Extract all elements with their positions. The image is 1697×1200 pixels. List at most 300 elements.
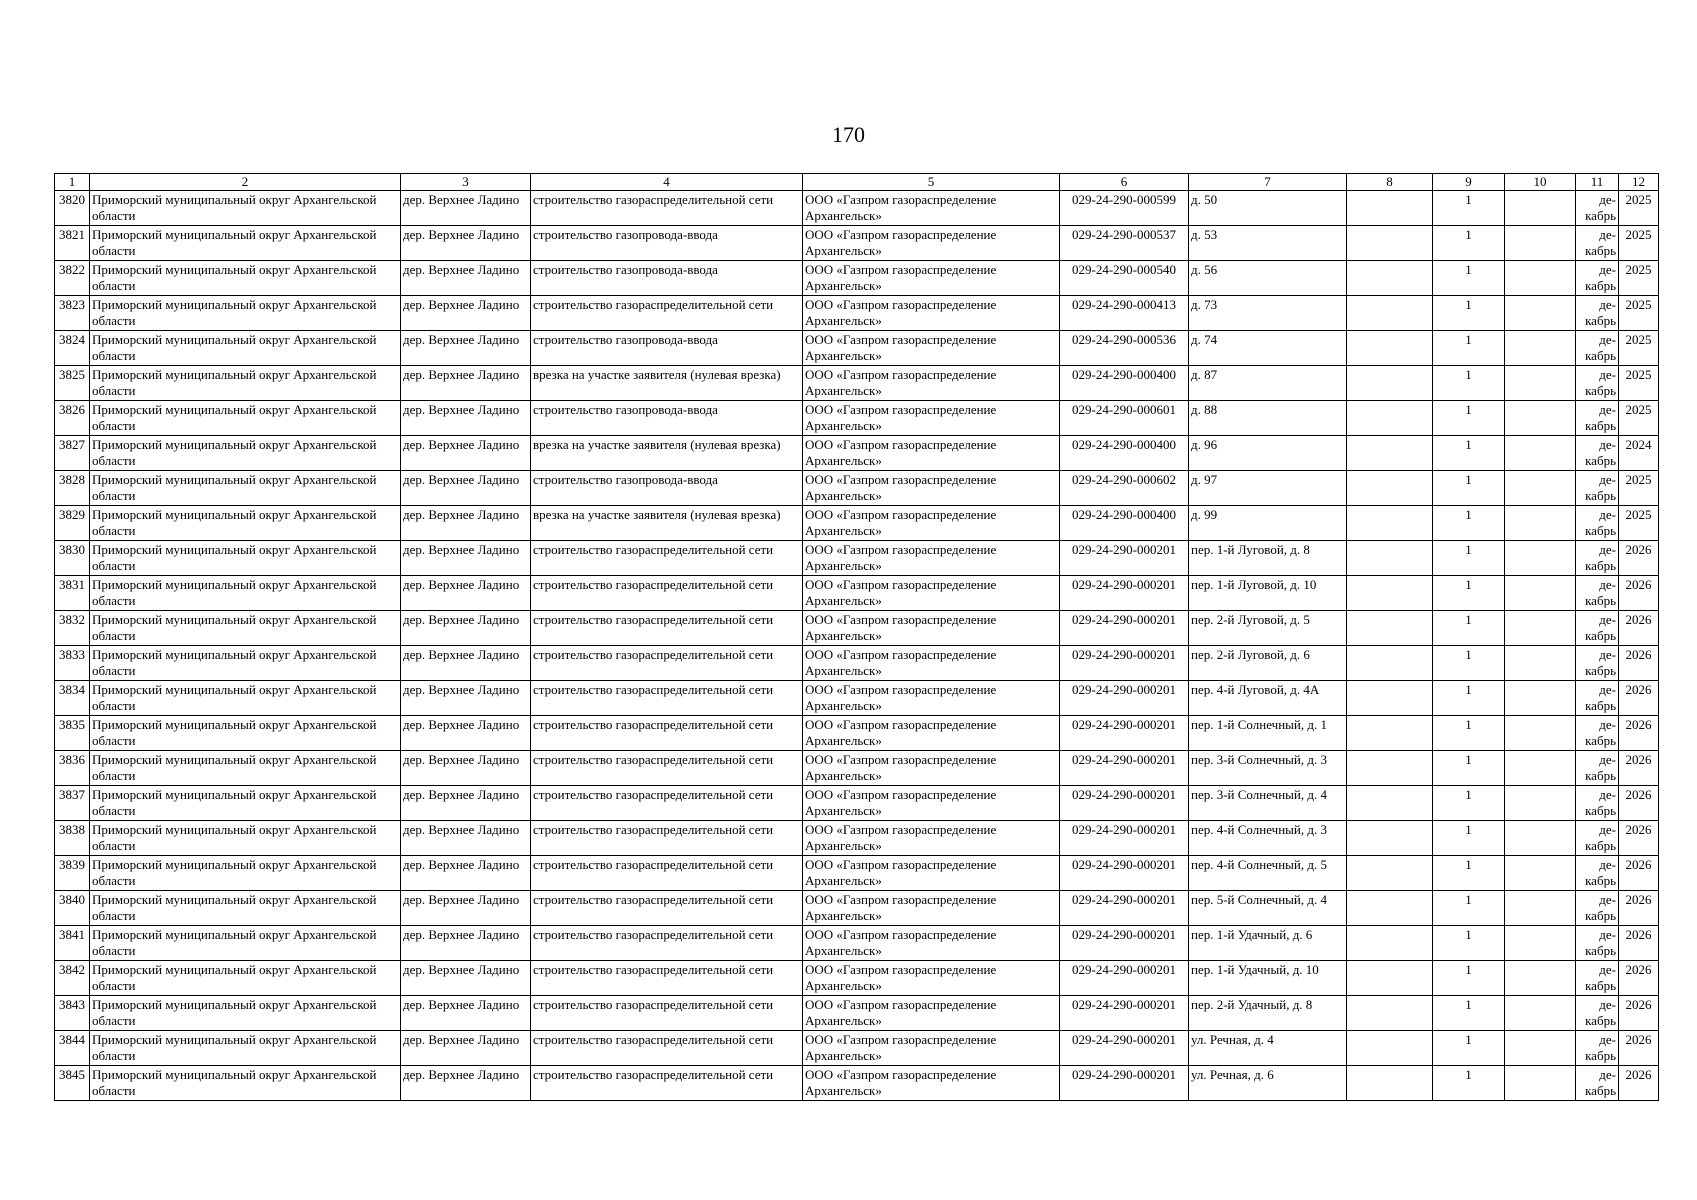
cell-settlement: дер. Верхнее Ладино (401, 611, 531, 646)
cell-count: 1 (1433, 261, 1505, 296)
cell-code: 029-24-290-000400 (1060, 436, 1189, 471)
cell-work-type: строительство газораспределительной сети (531, 996, 803, 1031)
cell-address: д. 56 (1189, 261, 1347, 296)
cell-code: 029-24-290-000201 (1060, 751, 1189, 786)
cell-month: де-кабрь (1576, 821, 1619, 856)
cell-municipality: Приморский муниципальный округ Архангельской области (90, 331, 401, 366)
cell-month: де-кабрь (1576, 541, 1619, 576)
cell-settlement: дер. Верхнее Ладино (401, 751, 531, 786)
cell-code: 029-24-290-000201 (1060, 716, 1189, 751)
cell-municipality: Приморский муниципальный округ Архангельской области (90, 821, 401, 856)
cell-row-number: 3840 (55, 891, 90, 926)
cell-code: 029-24-290-000201 (1060, 1031, 1189, 1066)
cell-year: 2026 (1619, 611, 1659, 646)
cell-operator: ООО «Газпром газораспределение Архангельск» (803, 506, 1060, 541)
cell-col-8 (1347, 821, 1433, 856)
cell-code: 029-24-290-000201 (1060, 891, 1189, 926)
table-row (55, 926, 1659, 961)
cell-count: 1 (1433, 1031, 1505, 1066)
table-body (55, 174, 1659, 1101)
table-row (55, 576, 1659, 611)
cell-count: 1 (1433, 191, 1505, 226)
cell-count: 1 (1433, 1066, 1505, 1101)
cell-year: 2024 (1619, 436, 1659, 471)
cell-row-number: 3842 (55, 961, 90, 996)
cell-month: де-кабрь (1576, 331, 1619, 366)
cell-year: 2025 (1619, 366, 1659, 401)
table-row (55, 261, 1659, 296)
cell-row-number: 3826 (55, 401, 90, 436)
cell-count: 1 (1433, 331, 1505, 366)
cell-year: 2025 (1619, 471, 1659, 506)
cell-operator: ООО «Газпром газораспределение Архангельск» (803, 366, 1060, 401)
cell-col-10 (1505, 611, 1576, 646)
column-number-row (55, 174, 1659, 191)
cell-address: д. 50 (1189, 191, 1347, 226)
cell-year: 2026 (1619, 751, 1659, 786)
cell-operator: ООО «Газпром газораспределение Архангельск» (803, 436, 1060, 471)
table-row (55, 611, 1659, 646)
cell-col-10 (1505, 996, 1576, 1031)
column-header: 12 (1619, 174, 1659, 191)
cell-settlement: дер. Верхнее Ладино (401, 646, 531, 681)
cell-year: 2026 (1619, 996, 1659, 1031)
table-row (55, 296, 1659, 331)
cell-work-type: строительство газораспределительной сети (531, 296, 803, 331)
cell-year: 2025 (1619, 401, 1659, 436)
cell-operator: ООО «Газпром газораспределение Архангельск» (803, 681, 1060, 716)
cell-row-number: 3825 (55, 366, 90, 401)
cell-col-8 (1347, 856, 1433, 891)
cell-settlement: дер. Верхнее Ладино (401, 821, 531, 856)
cell-col-10 (1505, 366, 1576, 401)
cell-count: 1 (1433, 716, 1505, 751)
cell-settlement: дер. Верхнее Ладино (401, 786, 531, 821)
table-row (55, 891, 1659, 926)
cell-count: 1 (1433, 366, 1505, 401)
cell-work-type: строительство газопровода-ввода (531, 226, 803, 261)
table-row (55, 366, 1659, 401)
column-header: 6 (1060, 174, 1189, 191)
cell-col-8 (1347, 576, 1433, 611)
cell-code: 029-24-290-000400 (1060, 506, 1189, 541)
cell-col-8 (1347, 996, 1433, 1031)
cell-operator: ООО «Газпром газораспределение Архангельск» (803, 611, 1060, 646)
cell-month: де-кабрь (1576, 611, 1619, 646)
cell-col-10 (1505, 541, 1576, 576)
cell-operator: ООО «Газпром газораспределение Архангельск» (803, 821, 1060, 856)
cell-col-8 (1347, 646, 1433, 681)
cell-address: ул. Речная, д. 4 (1189, 1031, 1347, 1066)
cell-work-type: строительство газораспределительной сети (531, 926, 803, 961)
cell-address: пер. 2-й Луговой, д. 6 (1189, 646, 1347, 681)
cell-row-number: 3836 (55, 751, 90, 786)
cell-month: де-кабрь (1576, 506, 1619, 541)
cell-row-number: 3822 (55, 261, 90, 296)
table-row (55, 401, 1659, 436)
cell-work-type: строительство газораспределительной сети (531, 681, 803, 716)
cell-count: 1 (1433, 646, 1505, 681)
cell-code: 029-24-290-000400 (1060, 366, 1189, 401)
cell-count: 1 (1433, 296, 1505, 331)
cell-month: де-кабрь (1576, 1066, 1619, 1101)
cell-month: де-кабрь (1576, 366, 1619, 401)
cell-row-number: 3839 (55, 856, 90, 891)
cell-municipality: Приморский муниципальный округ Архангельской области (90, 436, 401, 471)
cell-address: пер. 4-й Луговой, д. 4А (1189, 681, 1347, 716)
cell-year: 2026 (1619, 1031, 1659, 1066)
cell-address: пер. 1-й Удачный, д. 10 (1189, 961, 1347, 996)
column-header: 11 (1576, 174, 1619, 191)
cell-work-type: строительство газораспределительной сети (531, 576, 803, 611)
cell-work-type: строительство газораспределительной сети (531, 751, 803, 786)
cell-count: 1 (1433, 821, 1505, 856)
cell-year: 2026 (1619, 891, 1659, 926)
cell-work-type: строительство газораспределительной сети (531, 1031, 803, 1066)
cell-code: 029-24-290-000201 (1060, 646, 1189, 681)
cell-work-type: строительство газораспределительной сети (531, 541, 803, 576)
cell-municipality: Приморский муниципальный округ Архангельской области (90, 226, 401, 261)
cell-col-8 (1347, 296, 1433, 331)
cell-settlement: дер. Верхнее Ладино (401, 541, 531, 576)
cell-code: 029-24-290-000201 (1060, 961, 1189, 996)
cell-count: 1 (1433, 226, 1505, 261)
cell-month: де-кабрь (1576, 191, 1619, 226)
cell-code: 029-24-290-000201 (1060, 611, 1189, 646)
table-row (55, 506, 1659, 541)
cell-month: де-кабрь (1576, 226, 1619, 261)
cell-year: 2025 (1619, 261, 1659, 296)
table-row (55, 681, 1659, 716)
cell-row-number: 3820 (55, 191, 90, 226)
cell-work-type: строительство газораспределительной сети (531, 191, 803, 226)
cell-year: 2025 (1619, 296, 1659, 331)
table-row (55, 1031, 1659, 1066)
cell-code: 029-24-290-000602 (1060, 471, 1189, 506)
cell-municipality: Приморский муниципальный округ Архангельской области (90, 366, 401, 401)
cell-municipality: Приморский муниципальный округ Архангельской области (90, 541, 401, 576)
cell-code: 029-24-290-000201 (1060, 856, 1189, 891)
cell-operator: ООО «Газпром газораспределение Архангельск» (803, 751, 1060, 786)
cell-address: д. 97 (1189, 471, 1347, 506)
cell-operator: ООО «Газпром газораспределение Архангельск» (803, 471, 1060, 506)
cell-address: пер. 1-й Луговой, д. 8 (1189, 541, 1347, 576)
cell-col-10 (1505, 191, 1576, 226)
cell-settlement: дер. Верхнее Ладино (401, 226, 531, 261)
cell-operator: ООО «Газпром газораспределение Архангельск» (803, 646, 1060, 681)
table-row (55, 961, 1659, 996)
cell-municipality: Приморский муниципальный округ Архангельской области (90, 751, 401, 786)
cell-row-number: 3843 (55, 996, 90, 1031)
cell-address: пер. 1-й Солнечный, д. 1 (1189, 716, 1347, 751)
cell-municipality: Приморский муниципальный округ Архангельской области (90, 506, 401, 541)
cell-col-10 (1505, 891, 1576, 926)
column-header: 7 (1189, 174, 1347, 191)
cell-year: 2026 (1619, 961, 1659, 996)
cell-operator: ООО «Газпром газораспределение Архангельск» (803, 1031, 1060, 1066)
cell-row-number: 3844 (55, 1031, 90, 1066)
cell-municipality: Приморский муниципальный округ Архангельской области (90, 926, 401, 961)
cell-address: пер. 1-й Удачный, д. 6 (1189, 926, 1347, 961)
cell-address: д. 74 (1189, 331, 1347, 366)
cell-month: де-кабрь (1576, 471, 1619, 506)
cell-operator: ООО «Газпром газораспределение Архангельск» (803, 856, 1060, 891)
cell-month: де-кабрь (1576, 646, 1619, 681)
cell-address: пер. 2-й Луговой, д. 5 (1189, 611, 1347, 646)
cell-row-number: 3835 (55, 716, 90, 751)
cell-operator: ООО «Газпром газораспределение Архангельск» (803, 1066, 1060, 1101)
cell-col-10 (1505, 786, 1576, 821)
cell-col-8 (1347, 191, 1433, 226)
cell-year: 2026 (1619, 681, 1659, 716)
table-row (55, 646, 1659, 681)
cell-work-type: строительство газопровода-ввода (531, 471, 803, 506)
cell-address: пер. 5-й Солнечный, д. 4 (1189, 891, 1347, 926)
cell-settlement: дер. Верхнее Ладино (401, 471, 531, 506)
cell-municipality: Приморский муниципальный округ Архангельской области (90, 786, 401, 821)
cell-year: 2026 (1619, 541, 1659, 576)
cell-settlement: дер. Верхнее Ладино (401, 1031, 531, 1066)
cell-work-type: строительство газораспределительной сети (531, 1066, 803, 1101)
cell-municipality: Приморский муниципальный округ Архангельской области (90, 1066, 401, 1101)
cell-settlement: дер. Верхнее Ладино (401, 576, 531, 611)
cell-municipality: Приморский муниципальный округ Архангельской области (90, 646, 401, 681)
page-number: 170 (832, 122, 865, 147)
cell-col-10 (1505, 821, 1576, 856)
cell-operator: ООО «Газпром газораспределение Архангельск» (803, 786, 1060, 821)
cell-row-number: 3841 (55, 926, 90, 961)
cell-settlement: дер. Верхнее Ладино (401, 436, 531, 471)
cell-count: 1 (1433, 891, 1505, 926)
table-row (55, 436, 1659, 471)
cell-operator: ООО «Газпром газораспределение Архангельск» (803, 541, 1060, 576)
cell-row-number: 3833 (55, 646, 90, 681)
cell-operator: ООО «Газпром газораспределение Архангельск» (803, 296, 1060, 331)
cell-code: 029-24-290-000599 (1060, 191, 1189, 226)
cell-operator: ООО «Газпром газораспределение Архангельск» (803, 891, 1060, 926)
cell-address: д. 99 (1189, 506, 1347, 541)
cell-municipality: Приморский муниципальный округ Архангельской области (90, 401, 401, 436)
cell-code: 029-24-290-000536 (1060, 331, 1189, 366)
cell-settlement: дер. Верхнее Ладино (401, 856, 531, 891)
cell-month: де-кабрь (1576, 436, 1619, 471)
table-row (55, 786, 1659, 821)
cell-address: пер. 1-й Луговой, д. 10 (1189, 576, 1347, 611)
cell-municipality: Приморский муниципальный округ Архангельской области (90, 1031, 401, 1066)
cell-month: де-кабрь (1576, 926, 1619, 961)
cell-code: 029-24-290-000201 (1060, 926, 1189, 961)
cell-count: 1 (1433, 926, 1505, 961)
cell-count: 1 (1433, 401, 1505, 436)
cell-col-10 (1505, 401, 1576, 436)
cell-year: 2025 (1619, 331, 1659, 366)
table-row (55, 541, 1659, 576)
cell-municipality: Приморский муниципальный округ Архангельской области (90, 191, 401, 226)
cell-operator: ООО «Газпром газораспределение Архангельск» (803, 401, 1060, 436)
cell-row-number: 3824 (55, 331, 90, 366)
cell-col-8 (1347, 471, 1433, 506)
cell-count: 1 (1433, 436, 1505, 471)
column-header: 10 (1505, 174, 1576, 191)
column-header: 5 (803, 174, 1060, 191)
cell-month: де-кабрь (1576, 401, 1619, 436)
cell-operator: ООО «Газпром газораспределение Архангельск» (803, 226, 1060, 261)
column-header: 8 (1347, 174, 1433, 191)
cell-month: де-кабрь (1576, 576, 1619, 611)
cell-row-number: 3823 (55, 296, 90, 331)
cell-operator: ООО «Газпром газораспределение Архангельск» (803, 261, 1060, 296)
cell-code: 029-24-290-000201 (1060, 821, 1189, 856)
column-header: 9 (1433, 174, 1505, 191)
cell-row-number: 3845 (55, 1066, 90, 1101)
cell-count: 1 (1433, 856, 1505, 891)
cell-settlement: дер. Верхнее Ладино (401, 681, 531, 716)
cell-month: де-кабрь (1576, 891, 1619, 926)
cell-operator: ООО «Газпром газораспределение Архангельск» (803, 926, 1060, 961)
cell-settlement: дер. Верхнее Ладино (401, 961, 531, 996)
cell-address: пер. 3-й Солнечный, д. 4 (1189, 786, 1347, 821)
cell-address: д. 73 (1189, 296, 1347, 331)
cell-operator: ООО «Газпром газораспределение Архангельск» (803, 331, 1060, 366)
cell-code: 029-24-290-000201 (1060, 576, 1189, 611)
cell-code: 029-24-290-000540 (1060, 261, 1189, 296)
cell-col-8 (1347, 366, 1433, 401)
table-row (55, 821, 1659, 856)
cell-settlement: дер. Верхнее Ладино (401, 401, 531, 436)
cell-count: 1 (1433, 506, 1505, 541)
cell-work-type: строительство газораспределительной сети (531, 786, 803, 821)
cell-operator: ООО «Газпром газораспределение Архангельск» (803, 961, 1060, 996)
cell-col-10 (1505, 716, 1576, 751)
cell-work-type: строительство газораспределительной сети (531, 716, 803, 751)
cell-col-10 (1505, 296, 1576, 331)
cell-col-8 (1347, 541, 1433, 576)
cell-address: д. 53 (1189, 226, 1347, 261)
cell-year: 2026 (1619, 1066, 1659, 1101)
cell-col-8 (1347, 401, 1433, 436)
cell-col-10 (1505, 926, 1576, 961)
cell-work-type: строительство газораспределительной сети (531, 961, 803, 996)
cell-count: 1 (1433, 961, 1505, 996)
cell-work-type: строительство газораспределительной сети (531, 821, 803, 856)
cell-municipality: Приморский муниципальный округ Архангельской области (90, 611, 401, 646)
register-table (54, 173, 1659, 1101)
cell-work-type: строительство газопровода-ввода (531, 261, 803, 296)
cell-col-8 (1347, 786, 1433, 821)
cell-settlement: дер. Верхнее Ладино (401, 366, 531, 401)
cell-address: пер. 3-й Солнечный, д. 3 (1189, 751, 1347, 786)
cell-municipality: Приморский муниципальный округ Архангельской области (90, 681, 401, 716)
cell-work-type: врезка на участке заявителя (нулевая врезка) (531, 436, 803, 471)
cell-municipality: Приморский муниципальный округ Архангельской области (90, 996, 401, 1031)
cell-year: 2026 (1619, 786, 1659, 821)
cell-address: д. 87 (1189, 366, 1347, 401)
cell-settlement: дер. Верхнее Ладино (401, 926, 531, 961)
cell-month: де-кабрь (1576, 716, 1619, 751)
cell-row-number: 3834 (55, 681, 90, 716)
cell-col-10 (1505, 1031, 1576, 1066)
cell-operator: ООО «Газпром газораспределение Архангельск» (803, 191, 1060, 226)
cell-row-number: 3832 (55, 611, 90, 646)
cell-row-number: 3838 (55, 821, 90, 856)
cell-col-8 (1347, 681, 1433, 716)
cell-month: де-кабрь (1576, 1031, 1619, 1066)
cell-row-number: 3829 (55, 506, 90, 541)
cell-code: 029-24-290-000201 (1060, 1066, 1189, 1101)
cell-col-8 (1347, 926, 1433, 961)
cell-col-8 (1347, 611, 1433, 646)
cell-col-8 (1347, 716, 1433, 751)
cell-settlement: дер. Верхнее Ладино (401, 716, 531, 751)
cell-municipality: Приморский муниципальный округ Архангельской области (90, 576, 401, 611)
cell-work-type: строительство газораспределительной сети (531, 611, 803, 646)
table-row (55, 751, 1659, 786)
cell-municipality: Приморский муниципальный округ Архангельской области (90, 261, 401, 296)
cell-count: 1 (1433, 611, 1505, 646)
cell-settlement: дер. Верхнее Ладино (401, 296, 531, 331)
cell-col-8 (1347, 891, 1433, 926)
cell-col-10 (1505, 681, 1576, 716)
cell-work-type: врезка на участке заявителя (нулевая врезка) (531, 366, 803, 401)
cell-row-number: 3828 (55, 471, 90, 506)
cell-col-8 (1347, 331, 1433, 366)
cell-municipality: Приморский муниципальный округ Архангельской области (90, 891, 401, 926)
cell-work-type: врезка на участке заявителя (нулевая врезка) (531, 506, 803, 541)
cell-count: 1 (1433, 471, 1505, 506)
cell-col-10 (1505, 856, 1576, 891)
cell-year: 2025 (1619, 506, 1659, 541)
cell-address: д. 96 (1189, 436, 1347, 471)
cell-year: 2026 (1619, 926, 1659, 961)
cell-row-number: 3827 (55, 436, 90, 471)
cell-row-number: 3821 (55, 226, 90, 261)
cell-address: ул. Речная, д. 6 (1189, 1066, 1347, 1101)
cell-code: 029-24-290-000201 (1060, 786, 1189, 821)
cell-municipality: Приморский муниципальный округ Архангельской области (90, 716, 401, 751)
cell-municipality: Приморский муниципальный округ Архангельской области (90, 296, 401, 331)
cell-address: д. 88 (1189, 401, 1347, 436)
cell-year: 2026 (1619, 716, 1659, 751)
cell-settlement: дер. Верхнее Ладино (401, 191, 531, 226)
cell-row-number: 3830 (55, 541, 90, 576)
cell-address: пер. 4-й Солнечный, д. 5 (1189, 856, 1347, 891)
cell-operator: ООО «Газпром газораспределение Архангельск» (803, 716, 1060, 751)
cell-col-10 (1505, 576, 1576, 611)
cell-code: 029-24-290-000201 (1060, 541, 1189, 576)
cell-col-10 (1505, 471, 1576, 506)
cell-col-10 (1505, 436, 1576, 471)
table-row (55, 226, 1659, 261)
cell-municipality: Приморский муниципальный округ Архангельской области (90, 961, 401, 996)
cell-col-10 (1505, 331, 1576, 366)
cell-col-10 (1505, 226, 1576, 261)
cell-row-number: 3837 (55, 786, 90, 821)
cell-code: 029-24-290-000537 (1060, 226, 1189, 261)
cell-work-type: строительство газораспределительной сети (531, 856, 803, 891)
cell-col-8 (1347, 506, 1433, 541)
cell-row-number: 3831 (55, 576, 90, 611)
cell-settlement: дер. Верхнее Ладино (401, 506, 531, 541)
cell-col-8 (1347, 751, 1433, 786)
column-header: 3 (401, 174, 531, 191)
cell-year: 2026 (1619, 856, 1659, 891)
cell-settlement: дер. Верхнее Ладино (401, 1066, 531, 1101)
cell-count: 1 (1433, 996, 1505, 1031)
cell-code: 029-24-290-000201 (1060, 681, 1189, 716)
cell-address: пер. 2-й Удачный, д. 8 (1189, 996, 1347, 1031)
cell-month: де-кабрь (1576, 751, 1619, 786)
cell-settlement: дер. Верхнее Ладино (401, 891, 531, 926)
